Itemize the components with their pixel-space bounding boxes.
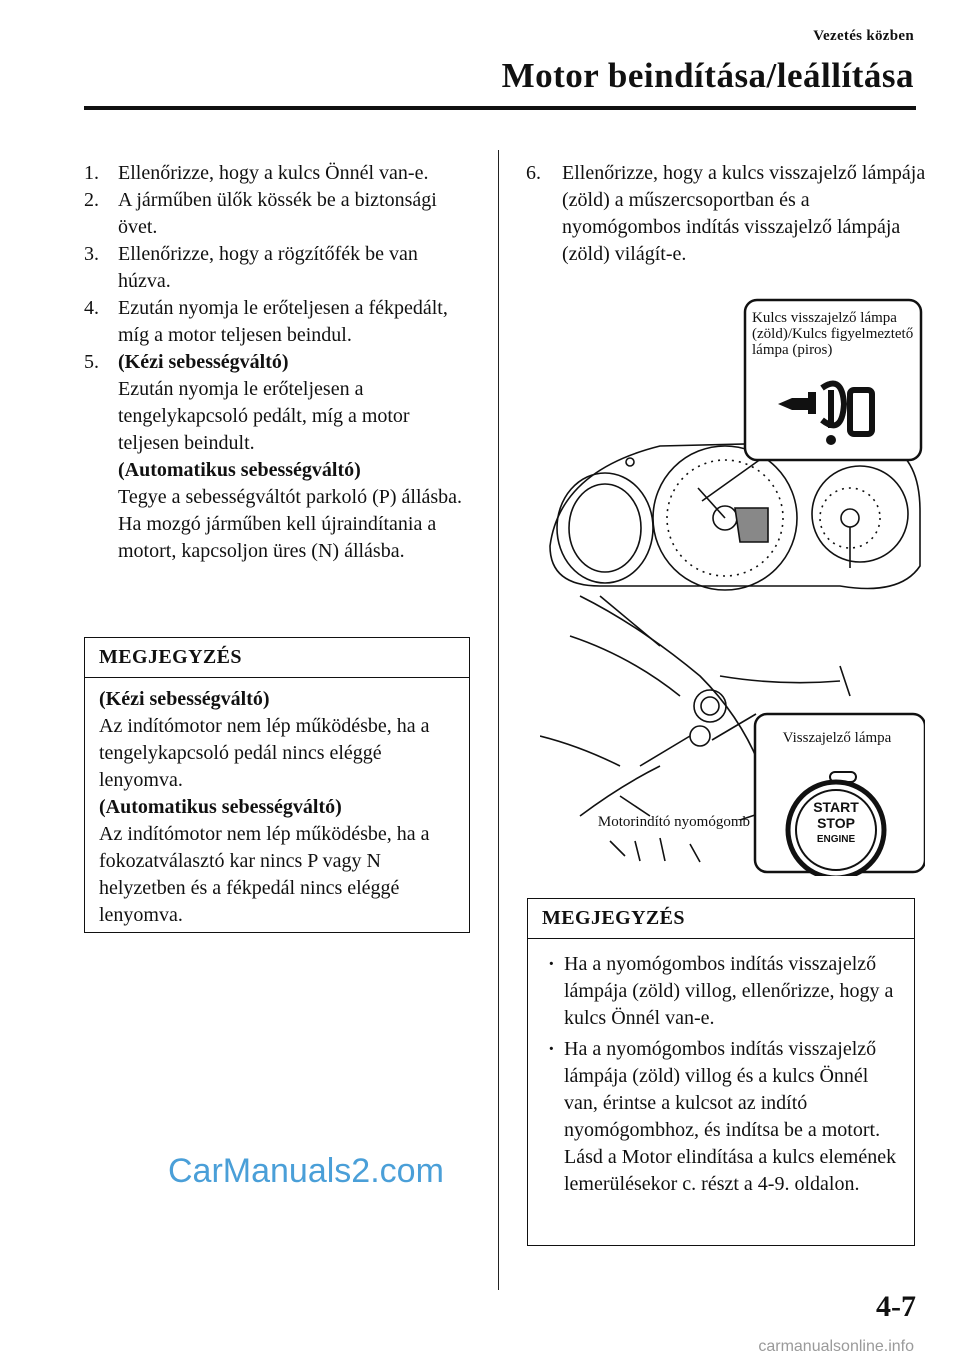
note-manual-text: Az indítómotor nem lép működésbe, ha a tengelykapcsoló pedál nincs eléggé lenyomva. — [99, 715, 430, 791]
engine-label: ENGINE — [816, 834, 856, 845]
note-manual-heading: (Kézi sebességváltó) — [99, 688, 270, 710]
dashboard-illustration — [540, 296, 925, 876]
column-divider — [498, 150, 499, 1290]
manual-heading: (Kézi sebességváltó) — [118, 351, 289, 373]
key-lamp-callout: Kulcs visszajelző lámpa (zöld)/Kulcs figyelmeztető lámpa (piros) — [752, 310, 918, 358]
step-4: 4. Ezután nyomja le erőteljesen a fékpedált, míg a motor teljesen beindul. — [84, 297, 448, 346]
note-heading: MEGJEGYZÉS — [85, 638, 469, 678]
start-button-callout: Motorindító nyomógomb — [597, 814, 750, 830]
procedure-steps — [84, 160, 474, 565]
note-auto-text: Az indítómotor nem lép működésbe, ha a fokozatválasztó kar nincs P vagy N helyzetben és a fékpedál nincs eléggé lenyomva. — [99, 823, 430, 926]
manual-text: Ezután nyomja le erőteljesen a tengelykapcsoló pedált, míg a motor teljesen beindult. — [118, 378, 410, 454]
header-rule — [84, 106, 916, 110]
footer-site: carmanualsonline.info — [758, 1338, 914, 1355]
page-title: Motor beindítása/leállítása — [501, 56, 914, 95]
auto-text: Tegye a sebességváltót parkoló (P) állásba. Ha mozgó járműben kell újraindítania a motort, kapcsoljon üres (N) állásba. — [118, 486, 463, 562]
step-5: 5. (Kézi sebességváltó) Ezután nyomja le erőteljesen a tengelykapcsoló pedált, míg a motor teljesen beindult. (Automatikus sebességváltó) Tegye a sebességváltót parkoló (P) állásba. Ha mozgó járműben kell újraindítania a motort, kapcsoljon üres (N) állásba. — [84, 349, 474, 565]
note-bullet-1: · Ha a nyomógombos indítás visszajelző lámpája (zöld) villog, ellenőrizze, hogy a kulcs Önnél van-e. — [542, 951, 900, 1032]
step-2: 2. A járműben ülők kössék be a biztonsági övet. — [84, 189, 437, 238]
watermark: CarManuals2.com — [168, 1152, 444, 1190]
stop-label: STOP — [817, 815, 855, 831]
start-label: START — [813, 799, 859, 815]
note-heading: MEGJEGYZÉS — [528, 899, 914, 939]
step-3: 3. Ellenőrizze, hogy a rögzítőfék be van húzva. — [84, 243, 418, 292]
step-1: 1. Ellenőrizze, hogy a kulcs Önnél van-e. — [84, 162, 429, 184]
auto-heading: (Automatikus sebességváltó) — [118, 459, 361, 481]
page-number: 4-7 — [876, 1290, 916, 1323]
instrument-cluster-drawing — [540, 296, 925, 876]
note-bullet-2: · Ha a nyomógombos indítás visszajelző lámpája (zöld) villog és a kulcs Önnél van, érintse a kulcsot az indító nyomógombhoz, és indítsa be a motort. Lásd a Motor elindítása a kulcs elemének lemerülésekor c. részt a 4-9. oldalon. — [542, 1036, 900, 1198]
note-box-right — [527, 898, 915, 1246]
note-auto-heading: (Automatikus sebességváltó) — [99, 796, 342, 818]
step-6: 6. Ellenőrizze, hogy a kulcs visszajelző lámpája (zöld) a műszercsoportban és a nyomógombos indítás visszajelző lámpája (zöld) világít-e. — [526, 162, 926, 265]
indicator-lamp-callout: Visszajelző lámpa — [762, 730, 912, 746]
note-box-left — [84, 637, 470, 933]
section-title: Vezetés közben — [813, 28, 914, 44]
